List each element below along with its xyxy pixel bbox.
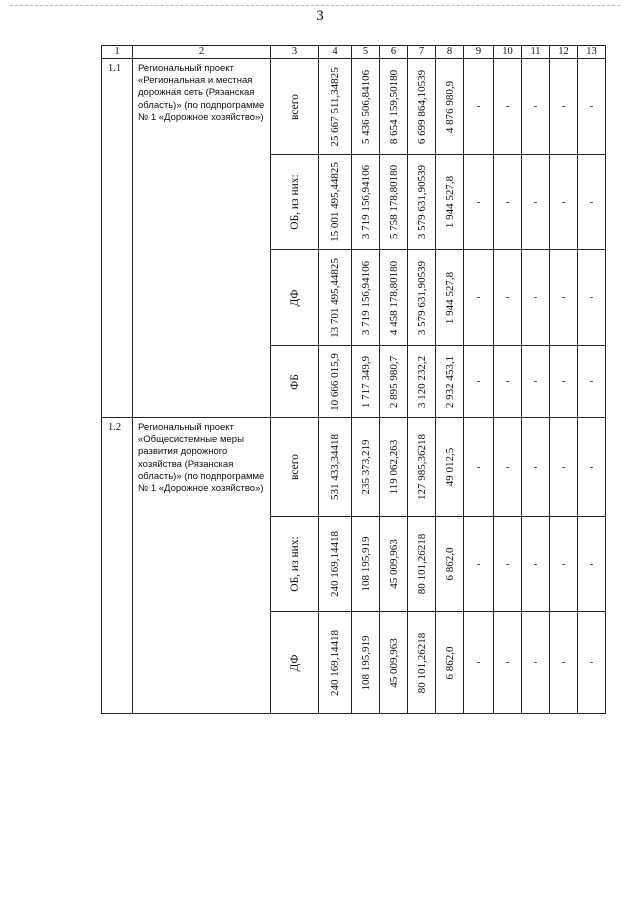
value-cell [352,346,380,418]
table-row [102,59,606,155]
budget-table [101,45,606,714]
value-cell-text: 3 719 156,94106 [359,164,372,240]
header-cell: 10 [494,46,522,59]
empty-value-cell: - [464,59,494,155]
value-cell-text: 45 009,963 [387,539,400,589]
empty-value-cell: - [522,155,550,250]
value-cell-text: 1 944 527,8 [443,175,456,229]
value-cell-text: 25 667 511,34825 [329,66,341,147]
value-cell [380,612,408,714]
row-label [271,155,319,250]
value-cell [380,250,408,346]
empty-value-cell: - [578,612,606,714]
value-cell [436,517,464,612]
value-cell [380,418,408,517]
header-cell: 1 [102,46,133,59]
empty-value-cell: - [464,418,494,517]
empty-value-cell: - [578,250,606,346]
value-cell-text: 10 666 015,9 [329,352,341,411]
empty-value-cell: - [578,517,606,612]
row-label-text: ОБ, из них: [288,536,301,592]
value-cell [380,346,408,418]
value-cell [436,612,464,714]
value-cell-text: 3 579 631,90539 [415,164,428,240]
empty-value-cell: - [550,517,578,612]
row-label [271,517,319,612]
row-label [271,59,319,155]
value-cell [380,59,408,155]
value-cell-text: 1 717 349,9 [359,355,372,408]
table-row [102,418,606,517]
empty-value-cell: - [464,250,494,346]
empty-value-cell: - [578,59,606,155]
value-cell [436,250,464,346]
empty-value-cell: - [550,59,578,155]
empty-value-cell: - [494,59,522,155]
value-cell [319,346,352,418]
value-cell [408,59,436,155]
value-cell [408,612,436,714]
empty-value-cell: - [464,155,494,250]
empty-value-cell: - [522,59,550,155]
value-cell [319,517,352,612]
value-cell [436,346,464,418]
value-cell-text: 1 944 527,8 [443,271,456,324]
value-cell [408,346,436,418]
project-code: 1.1 [102,59,133,418]
row-label-text: ФБ [288,373,301,390]
value-cell [436,155,464,250]
header-cell: 4 [319,46,352,59]
row-label-text: ДФ [288,289,301,306]
empty-value-cell: - [578,418,606,517]
value-cell [352,59,380,155]
header-cell: 9 [464,46,494,59]
project-name: Региональный проект «Региональная и местная дорожная сеть (Рязанская область)» (по подпрограмме № 1 «Дорожное хозяйство») [133,59,271,418]
project-code: 1.2 [102,418,133,714]
empty-value-cell: - [522,346,550,418]
row-label-text: всего [288,454,301,480]
value-cell-text: 6 862,0 [443,547,456,581]
empty-value-cell: - [494,250,522,346]
empty-value-cell: - [464,346,494,418]
value-cell-text: 4 876 980,9 [443,80,456,133]
page-number: 3 [316,8,324,24]
value-cell-text: 15 001 495,44825 [329,162,341,242]
header-row [102,46,606,59]
value-cell-text: 240 169,14418 [329,629,341,696]
header-cell: 13 [578,46,606,59]
value-cell [436,418,464,517]
value-cell [319,418,352,517]
value-cell [380,517,408,612]
value-cell [352,418,380,517]
header-cell: 12 [550,46,578,59]
header-cell: 7 [408,46,436,59]
value-cell-text: 8 654 159,50180 [387,69,400,144]
value-cell-text: 6 699 864,10539 [415,69,428,144]
value-cell [352,250,380,346]
empty-value-cell: - [550,346,578,418]
value-cell-text: 3 719 156,94106 [359,260,372,335]
header-cell: 11 [522,46,550,59]
scan-top-edge [10,5,620,6]
value-cell-text: 80 101,26218 [415,632,428,693]
empty-value-cell: - [550,250,578,346]
row-label-text: ОБ, из них: [288,174,301,230]
empty-value-cell: - [550,155,578,250]
row-label [271,612,319,714]
value-cell [352,612,380,714]
empty-value-cell: - [494,155,522,250]
value-cell-text: 80 101,26218 [415,533,428,595]
header-cell: 3 [271,46,319,59]
empty-value-cell: - [550,418,578,517]
value-cell-text: 108 195,919 [359,635,372,690]
value-cell-text: 2 895 980,7 [387,355,400,408]
row-label-text: ДФ [288,654,301,671]
empty-value-cell: - [578,155,606,250]
value-cell-text: 240 169,14418 [329,531,341,597]
empty-value-cell: - [494,346,522,418]
empty-value-cell: - [578,346,606,418]
value-cell [408,155,436,250]
value-cell [352,155,380,250]
value-cell-text: 6 862,0 [443,646,456,679]
value-cell [319,250,352,346]
value-cell-text: 45 009,963 [387,637,400,688]
value-cell-text: 3 120 232,2 [415,355,428,408]
value-cell-text: 5 758 178,80180 [387,164,400,240]
row-label [271,250,319,346]
value-cell-text: 5 436 506,84106 [359,69,372,144]
row-label [271,418,319,517]
empty-value-cell: - [522,250,550,346]
empty-value-cell: - [494,418,522,517]
value-cell-text: 2 932 453,1 [443,355,456,408]
value-cell-text: 3 579 631,90539 [415,260,428,335]
empty-value-cell: - [550,612,578,714]
empty-value-cell: - [522,517,550,612]
empty-value-cell: - [522,612,550,714]
value-cell [408,250,436,346]
value-cell-text: 119 062,263 [387,439,400,495]
value-cell-text: 531 433,34418 [329,434,341,500]
header-cell: 6 [380,46,408,59]
value-cell [352,517,380,612]
value-cell [380,155,408,250]
value-cell-text: 235 373,219 [359,439,372,495]
value-cell-text: 13 701 495,44825 [329,257,341,338]
header-cell: 5 [352,46,380,59]
row-label [271,346,319,418]
empty-value-cell: - [494,612,522,714]
empty-value-cell: - [464,517,494,612]
value-cell-text: 108 195,919 [359,536,372,592]
empty-value-cell: - [522,418,550,517]
header-cell: 8 [436,46,464,59]
value-cell-text: 49 012,5 [443,447,456,487]
value-cell [319,155,352,250]
value-cell [408,418,436,517]
value-cell [319,612,352,714]
empty-value-cell: - [464,612,494,714]
value-cell [408,517,436,612]
header-cell: 2 [133,46,271,59]
value-cell [319,59,352,155]
value-cell-text: 127 985,36218 [415,434,428,500]
project-name: Региональный проект «Общесистемные меры развития дорожного хозяйства (Рязанская область)» (по подпрограмме № 1 «Дорожное хозяйство») [133,418,271,714]
row-label-text: всего [288,93,301,120]
value-cell [436,59,464,155]
empty-value-cell: - [494,517,522,612]
value-cell-text: 4 458 178,80180 [387,260,400,335]
